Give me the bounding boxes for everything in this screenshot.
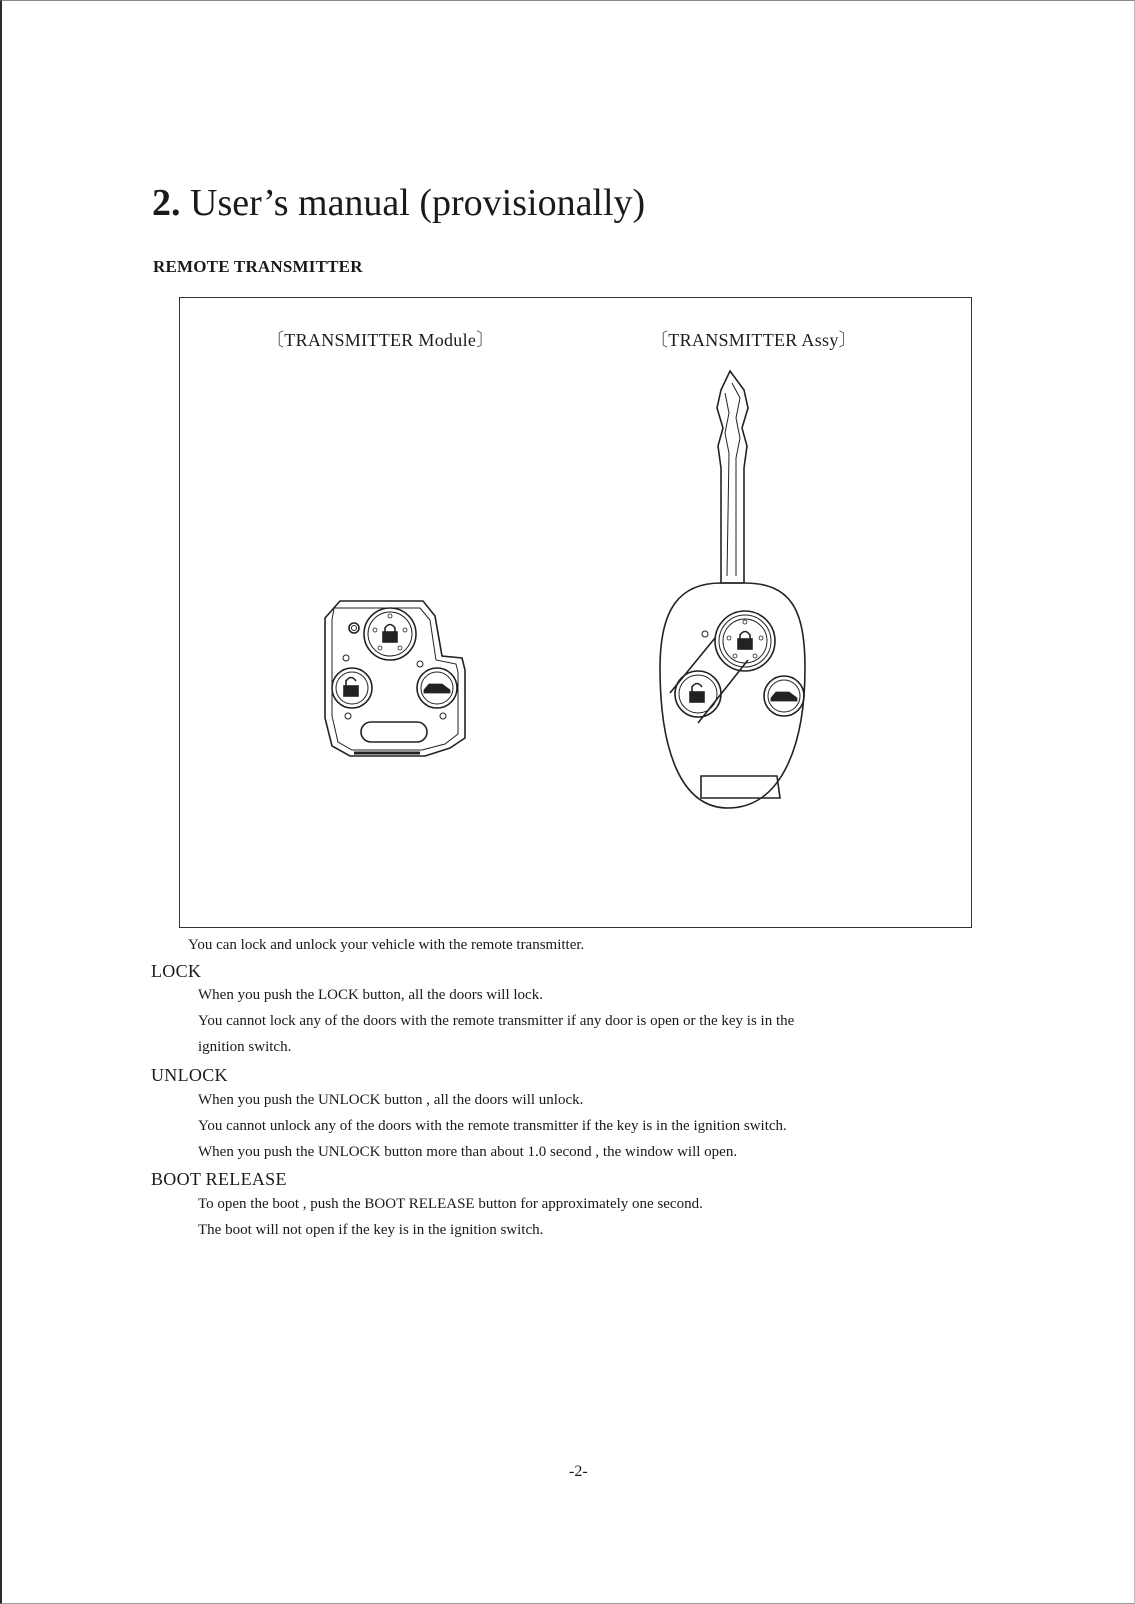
unlock-line: When you push the UNLOCK button more than about 1.0 second , the window will open. <box>198 1144 738 1160</box>
module-unlock-button-icon <box>332 668 372 708</box>
unlock-heading: UNLOCK <box>151 1065 228 1085</box>
title-number: 2. <box>152 182 181 224</box>
assy-lock-button-icon <box>715 611 775 671</box>
unlock-line: When you push the UNLOCK button , all the doors will unlock. <box>198 1092 584 1108</box>
module-lock-button-icon <box>364 608 416 660</box>
module-boot-release-button-icon <box>417 668 457 708</box>
transmitter-figure <box>179 297 972 928</box>
lock-line: When you push the LOCK button, all the doors will lock. <box>198 987 543 1003</box>
lock-line: ignition switch. <box>198 1039 292 1055</box>
boot-line: The boot will not open if the key is in the ignition switch. <box>198 1222 544 1238</box>
section-heading: REMOTE TRANSMITTER <box>153 257 363 276</box>
assy-boot-release-button-icon <box>764 676 804 716</box>
lock-heading: LOCK <box>151 961 202 981</box>
title-text: User’s manual (provisionally) <box>190 182 646 224</box>
caption-transmitter-assy: 〔TRANSMITTER Assy〕 <box>650 330 857 350</box>
transmitter-assy-drawing <box>660 371 805 808</box>
lock-line: You cannot lock any of the doors with the remote transmitter if any door is open or the key is in the <box>198 1013 795 1029</box>
transmitter-illustration <box>180 298 973 929</box>
page-number: -2- <box>569 1463 588 1480</box>
transmitter-module-drawing <box>325 601 465 756</box>
boot-release-heading: BOOT RELEASE <box>151 1169 287 1189</box>
unlock-line: You cannot unlock any of the doors with the remote transmitter if the key is in the ignition switch. <box>198 1118 787 1134</box>
intro-text: You can lock and unlock your vehicle with the remote transmitter. <box>188 937 585 953</box>
boot-line: To open the boot , push the BOOT RELEASE button for approximately one second. <box>198 1196 703 1212</box>
assy-unlock-button-icon <box>675 671 721 717</box>
caption-transmitter-module: 〔TRANSMITTER Module〕 <box>266 330 495 350</box>
page-title <box>152 181 645 225</box>
